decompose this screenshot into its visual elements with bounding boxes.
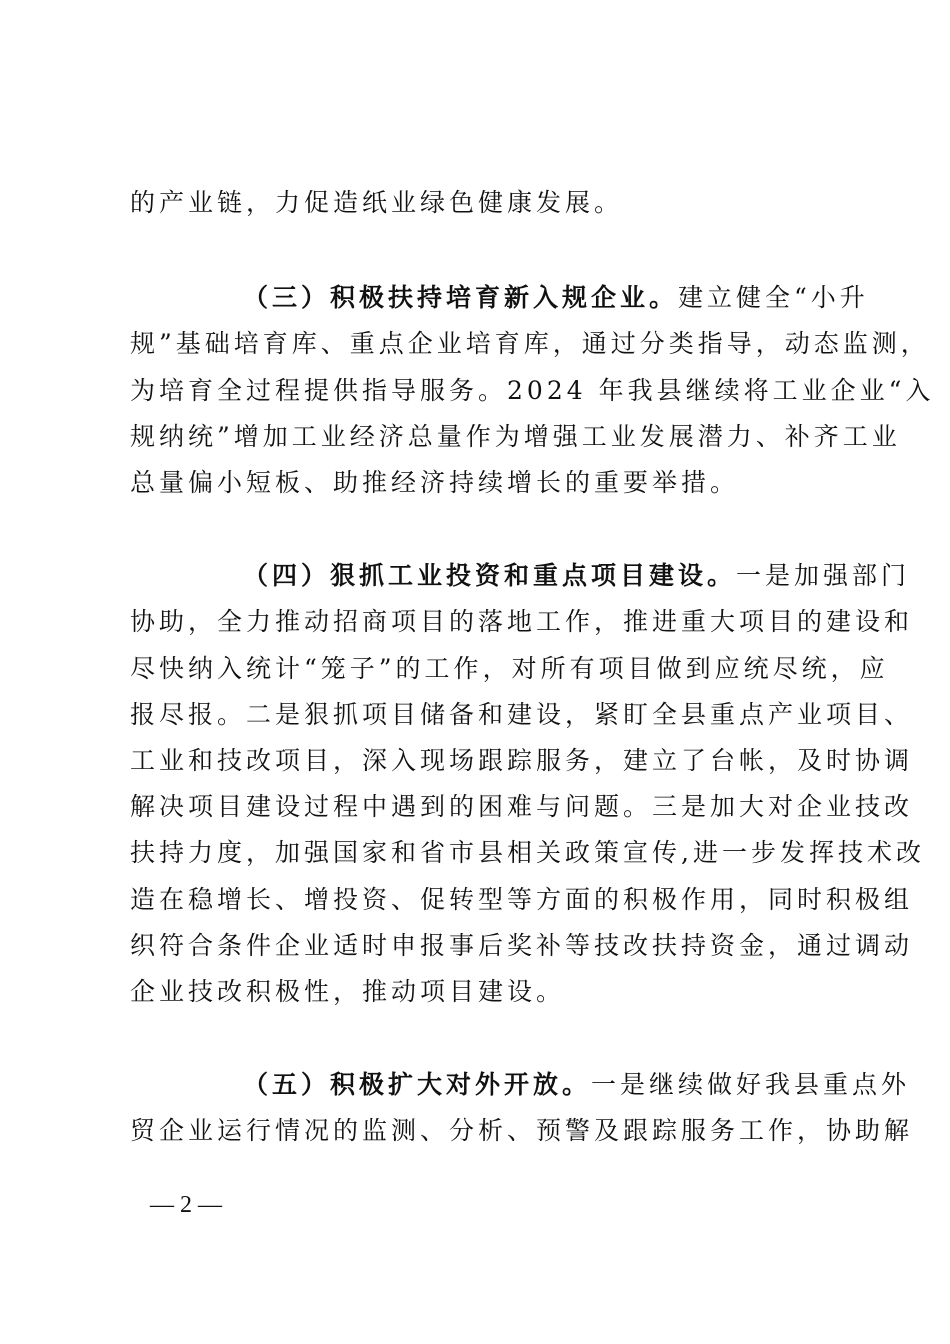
- paragraph-3-text: 建立健全“小升: [678, 283, 869, 312]
- paragraph-5-line-2: 贸企业运行情况的监测、分析、预警及跟踪服务工作，协助解: [130, 1116, 914, 1145]
- paragraph-4-line-6: 解决项目建设过程中遇到的困难与问题。三是加大对企业技改: [130, 792, 914, 821]
- paragraph-4-line-10: 企业技改积极性，推动项目建设。: [130, 977, 566, 1006]
- paragraph-4-line-1: [243, 553, 911, 599]
- paragraph-5-line-1: [243, 1062, 911, 1108]
- paragraph-3-line-5: 总量偏小短板、助推经济持续增长的重要举措。: [130, 468, 740, 497]
- line-1: 的产业链，力促造纸业绿色健康发展。: [130, 188, 624, 217]
- paragraph-4-line-3: 尽快纳入统计“笼子”的工作，对所有项目做到应统尽统，应: [130, 654, 889, 683]
- paragraph-3-line-2: 规”基础培育库、重点企业培育库，通过分类指导，动态监测，: [130, 329, 930, 358]
- paragraph-4-line-4: 报尽报。二是狠抓项目储备和建设，紧盯全县重点产业项目、: [130, 700, 914, 729]
- paragraph-4-line-2: 协助，全力推动招商项目的落地工作，推进重大项目的建设和: [130, 607, 914, 636]
- paragraph-4-line-8: 造在稳增长、增投资、促转型等方面的积极作用，同时积极组: [130, 885, 914, 914]
- paragraph-3-heading: （三）积极扶持培育新入规企业。: [243, 283, 679, 312]
- paragraph-3-line-3: 为培育全过程提供指导服务。2024 年我县继续将工业企业“入: [130, 376, 935, 405]
- paragraph-5-heading: （五）积极扩大对外开放。: [243, 1070, 592, 1099]
- paragraph-5-text: 一是继续做好我县重点外: [591, 1070, 911, 1099]
- paragraph-4-line-7: 扶持力度，加强国家和省市县相关政策宣传,进一步发挥技术改: [130, 838, 925, 867]
- paragraph-3-line-1: [243, 275, 869, 321]
- paragraph-3-line-4: 规纳统”增加工业经济总量作为增强工业发展潜力、补齐工业: [130, 422, 901, 451]
- page-number: — 2 —: [150, 1192, 222, 1218]
- paragraph-4-line-9: 织符合条件企业适时申报事后奖补等技改扶持资金，通过调动: [130, 931, 914, 960]
- paragraph-4-line-5: 工业和技改项目，深入现场跟踪服务，建立了台帐，及时协调: [130, 746, 914, 775]
- paragraph-4-heading: （四）狠抓工业投资和重点项目建设。: [243, 561, 737, 590]
- paragraph-4-text: 一是加强部门: [736, 561, 911, 590]
